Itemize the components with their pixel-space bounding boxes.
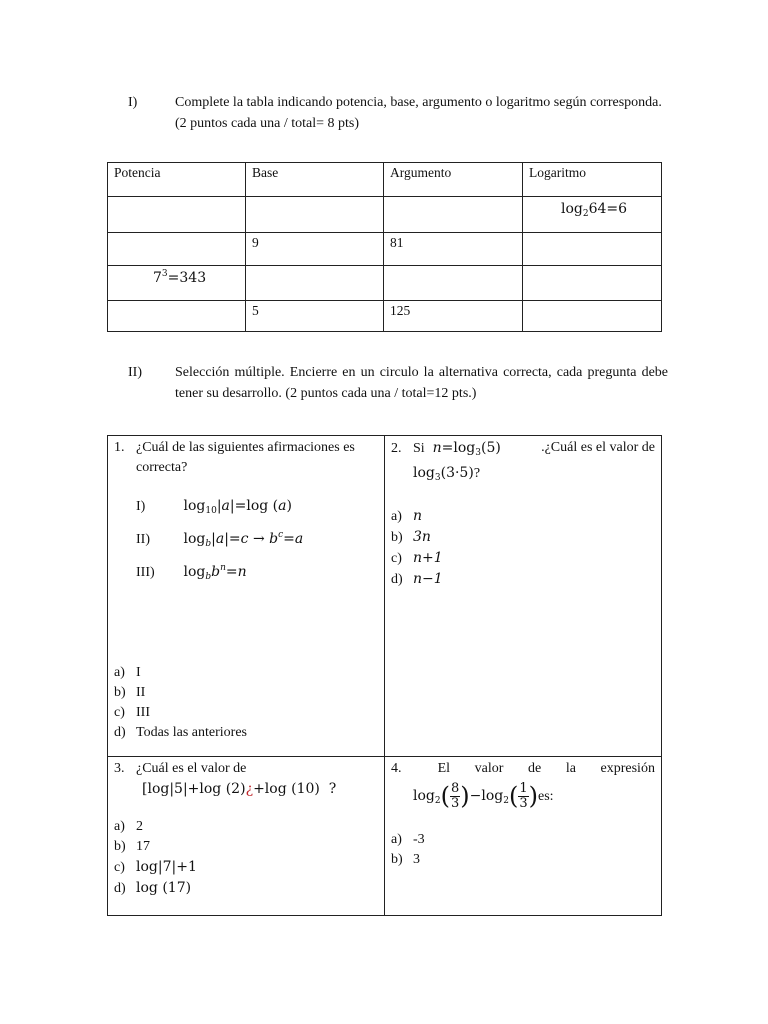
option-d[interactable]: d) n−1 — [391, 571, 443, 587]
question-number: 4. — [391, 761, 402, 776]
cell-potencia[interactable] — [108, 197, 246, 233]
option-a[interactable]: a) 2 — [114, 819, 143, 834]
cell-base[interactable] — [246, 197, 384, 233]
section-number: I) — [128, 95, 138, 110]
option-b[interactable]: b) 17 — [114, 839, 150, 854]
question-1 — [108, 436, 385, 757]
cell-argumento[interactable] — [384, 266, 523, 301]
multiple-choice-table — [107, 435, 662, 916]
cell-logaritmo — [523, 197, 662, 233]
cell-potencia[interactable] — [108, 233, 246, 266]
statement-label: III) — [136, 565, 155, 580]
option-a[interactable]: a) -3 — [391, 832, 425, 847]
log-arg: 64=6 — [588, 201, 628, 217]
question-number: 1. — [114, 440, 125, 455]
statement-2: II) $\log_b|a|=c \to b^c=a$ — [136, 530, 304, 549]
question-expression: [log|5|+log (2)¿+log (10) ? — [142, 781, 337, 797]
question-3 — [108, 757, 385, 916]
option-d[interactable]: d) log (17) — [114, 880, 192, 896]
statement-label: I) — [136, 499, 146, 514]
option-c[interactable]: c) log|7|+1 — [114, 859, 197, 875]
question-text: .¿Cuál es el valor de — [541, 440, 655, 455]
statement-label: II) — [136, 532, 150, 547]
cell-logaritmo[interactable] — [523, 266, 662, 301]
header-base: Base — [246, 163, 384, 197]
cell-base: 5 — [246, 301, 384, 332]
option-b[interactable]: b) 3 — [391, 852, 420, 867]
question-text: ¿Cuál es el valor de — [136, 761, 247, 776]
question-si: Si — [413, 441, 425, 456]
header-logaritmo: Logaritmo — [523, 163, 662, 197]
cell-potencia — [108, 266, 246, 301]
pot-eq: =343 — [167, 270, 207, 286]
section-points: (2 puntos cada una / total= 8 pts) — [175, 116, 360, 131]
cell-base: 9 — [246, 233, 384, 266]
question-text: ¿Cuál de las siguientes afirmaciones es — [136, 440, 355, 455]
log-base: 2 — [582, 209, 589, 219]
section-instruction: Selección múltiple. Encierre en un circulo la alternativa correcta, cada pregunta debe tener su desarrollo. (2 puntos cada una / total=12 pts.) — [175, 365, 668, 401]
option-a[interactable]: a) n — [391, 508, 423, 524]
cell-logaritmo[interactable] — [523, 233, 662, 266]
question-expression: $\log_2$( $\frac{8}{3}$ )$-\log_2$( $\frac{1}{3}$ )es: — [413, 780, 554, 811]
question-text: correcta? — [136, 460, 188, 475]
cell-base[interactable] — [246, 266, 384, 301]
logarithm-table — [107, 162, 662, 332]
pot-base: 7 — [153, 270, 162, 286]
option-c[interactable]: c) n+1 — [391, 550, 443, 566]
section-1-header — [128, 92, 668, 134]
header-potencia: Potencia — [108, 163, 246, 197]
question-number: 2. — [391, 441, 402, 456]
cell-potencia[interactable] — [108, 301, 246, 332]
section-number: II) — [128, 365, 142, 380]
cell-argumento: 125 — [384, 301, 523, 332]
question-number: 3. — [114, 761, 125, 776]
cell-argumento[interactable] — [384, 197, 523, 233]
option-c[interactable]: c) III — [114, 705, 150, 720]
pot-exp: 3 — [161, 269, 168, 279]
cell-argumento: 81 — [384, 233, 523, 266]
option-d[interactable]: d) Todas las anteriores — [114, 725, 247, 740]
section-instruction: Complete la tabla indicando potencia, base, argumento o logaritmo según corresponda. — [175, 95, 662, 110]
statement-1: I) $\log_{10}|a|=\log$ (a) — [136, 498, 292, 516]
question-4: 4. El valor de la expresión $\log_2$( $\frac{8}{3}$ )$-\log_2$( $\frac{1}{3}$ )es: a) -3 b) 3 — [385, 757, 662, 916]
question-expression: $\log_3(3\cdot 5)$? — [413, 465, 481, 483]
section-2-header — [128, 362, 668, 404]
option-b[interactable]: b) II — [114, 685, 146, 700]
log-word: log — [561, 201, 583, 217]
question-2: 2. Si $n=\log_3(5)$ .¿Cuál es el valor de $\log_3(3\cdot 5)$? a) n b) 3n c) n+1 d) n−1 — [385, 436, 662, 757]
header-argumento: Argumento — [384, 163, 523, 197]
statement-3: III) $\log_bb^n=n$ — [136, 563, 247, 582]
option-b[interactable]: b) 3n — [391, 529, 431, 545]
cell-logaritmo[interactable] — [523, 301, 662, 332]
option-a[interactable]: a) I — [114, 665, 141, 680]
